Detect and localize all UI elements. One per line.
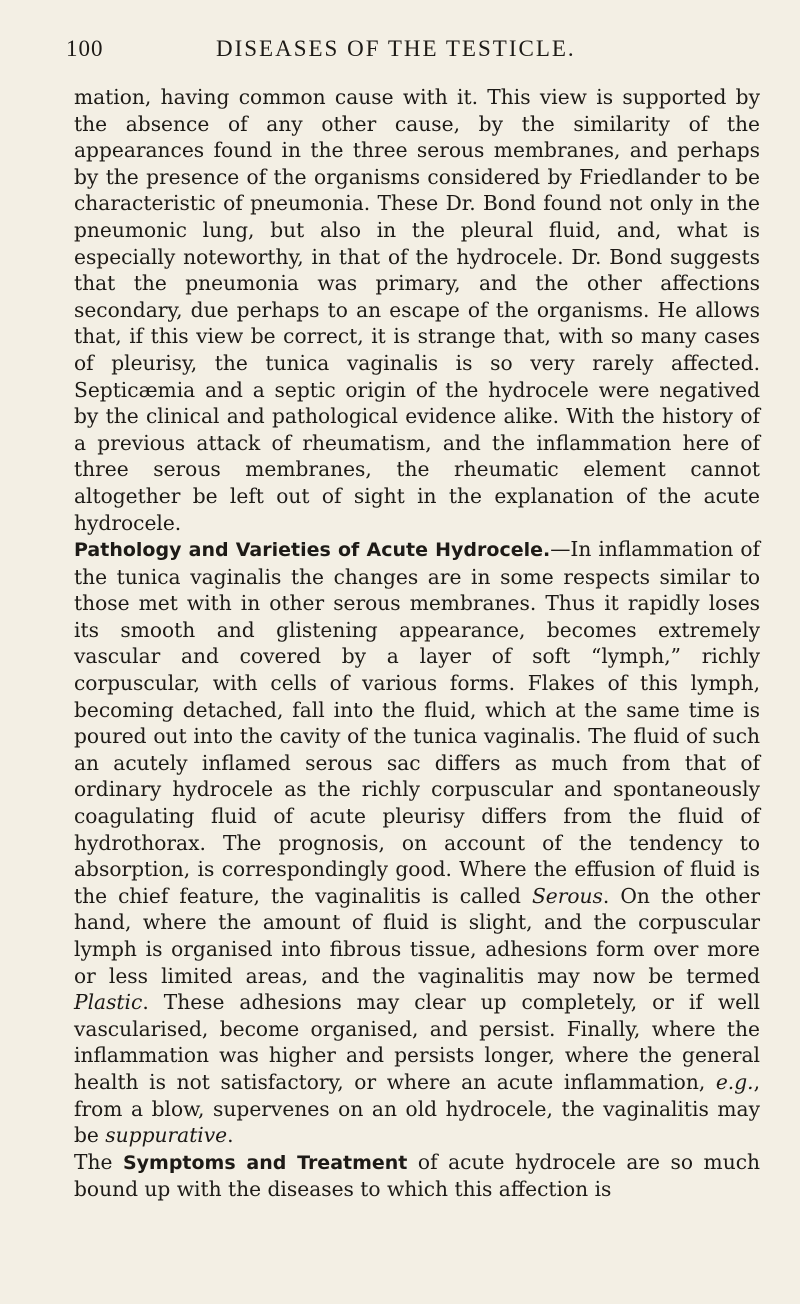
running-head: DISEASES OF THE TESTICLE. bbox=[216, 36, 576, 61]
pathology-text-e: . bbox=[227, 1123, 234, 1148]
page-number: 100 bbox=[66, 36, 104, 61]
paragraph-causes: mation, having common cause with it. This view is supported by the absence of any other cause, by the similarity of the appearances found in the three serous membranes, and perhaps by the presence of the organisms considered by Friedlander to be characteristic of pneumonia. These Dr. Bond found not only in the pneumonic lung, but also in the pleural fluid, and, what is especially noteworthy, in that of the hydrocele. Dr. Bond suggests that the pneumonia was primary, and the other affections secondary, due perhaps to an escape of the organisms. He allows that, if this view be correct, it is strange that, with so many cases of pleurisy, the tunica vaginalis is so very rarely affected. Septicæmia and a septic origin of the hydrocele were negatived by the clinical and pathological evidence alike. With the history of a previous attack of rheumatism, and the inflammation here of three serous membranes, the rheumatic element cannot altogether be left out of sight in the explanation of the acute hydrocele. bbox=[74, 85, 760, 535]
pathology-text-a: —In inflammation of the tunica vaginalis the changes are in some respects similar to those met with in other serous membranes. Thus it rapidly loses its smooth and glistening appearance, becomes extremely vascular and covered by a layer of soft “lymph,” richly corpuscular, with cells of various forms. Flakes of this lymph, becoming detached, fall into the fluid, which at the same time is poured out into the cavity of the tunica vaginalis. The fluid of such an acutely inflamed serous sac differs as much from that of ordinary hydrocele as the richly corpuscular and spontaneously coagulating fluid of acute pleurisy differs from the fluid of hydrothorax. The prognosis, on account of the tendency to absorption, is correspondingly good. Where the effusion of fluid is the chief feature, the vaginalitis is called bbox=[74, 537, 760, 908]
symptoms-text: of acute hydrocele are so much bound up with the diseases to which this affection is bbox=[74, 1149, 761, 1202]
term-plastic: Plastic bbox=[74, 990, 143, 1015]
section-heading-pathology: Pathology and Varieties of Acute Hydrocele. bbox=[74, 539, 551, 562]
term-suppurative: suppurative bbox=[105, 1123, 228, 1148]
page-header bbox=[66, 36, 756, 66]
section-heading-symptoms: Symptoms and Treatment bbox=[122, 1151, 408, 1174]
pathology-text-d: , from a blow, supervenes on an old hydrocele, the vaginalitis may be bbox=[74, 1069, 760, 1148]
paragraph-pathology bbox=[74, 536, 760, 1149]
paragraph-symptoms bbox=[74, 1149, 760, 1203]
pathology-text-c: . These adhesions may clear up completely, or if well vascularised, become organised, and persist. Finally, where the inflammation was higher and persists longer, where the general health is not satisfactory, or where an acute inflammation, bbox=[74, 990, 760, 1094]
symptoms-lead: The bbox=[74, 1149, 123, 1174]
body-text bbox=[74, 84, 760, 1203]
pathology-text-b: . On the other hand, where the amount of fluid is slight, and the corpuscular lymph is organised into fibrous tissue, adhesions form over more or less limited areas, and the vaginalitis may now be termed bbox=[74, 883, 760, 988]
abbrev-eg: e.g. bbox=[715, 1069, 754, 1094]
term-serous: Serous bbox=[531, 883, 603, 908]
